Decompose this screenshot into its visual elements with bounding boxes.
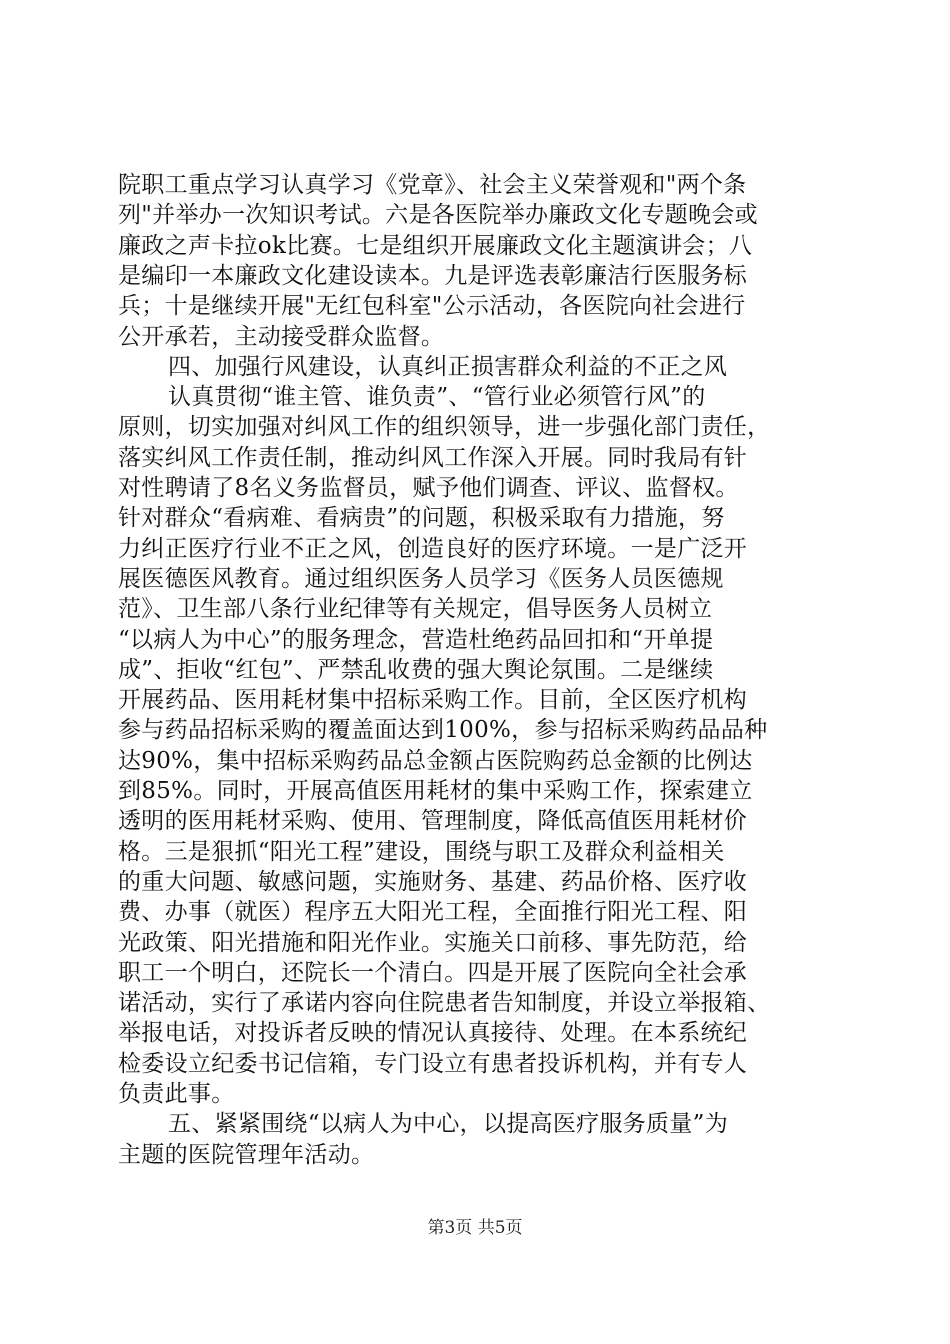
- text-line: 检委设立纪委书记信箱，专门设立有患者投诉机构，并有专人: [118, 1050, 748, 1077]
- text-line: 达90%，集中招标采购药品总金额占医院购药总金额的比例达: [118, 747, 753, 774]
- text-line: 针对群众“看病难、看病贵”的问题，积极采取有力措施，努: [118, 505, 725, 532]
- text-line: 负责此事。: [118, 1081, 235, 1107]
- text-line: 范》、卫生部八条行业纪律等有关规定，倡导医务人员树立: [118, 596, 713, 623]
- text-line: 举报电话，对投诉者反映的情况认真接待、处理。在本系统纪: [118, 1020, 748, 1047]
- text-line: 诺活动，实行了承诺内容向住院患者告知制度，并设立举报箱、: [118, 990, 771, 1017]
- text-line: 透明的医用耗材采购、使用、管理制度，降低高值医用耗材价: [118, 808, 748, 835]
- text-line: 展医德医风教育。通过组织医务人员学习《医务人员医德规: [118, 565, 724, 592]
- text-line: 到85%。同时，开展高值医用耗材的集中采购工作，探索建立: [118, 778, 753, 804]
- text-line: 主题的医院管理年活动。: [118, 1141, 375, 1168]
- text-line: 院职工重点学习认真学习《党章》、社会主义荣誉观和"两个条: [118, 172, 747, 198]
- text-line: 公开承若，主动接受群众监督。: [118, 323, 445, 350]
- section-heading: 四、加强行风建设，认真纠正损害群众利益的不正之风: [168, 353, 728, 380]
- section-heading: 五、紧紧围绕“以病人为中心，以提高医疗服务质量”为: [168, 1111, 729, 1138]
- text-line: 的重大问题、敏感问题，实施财务、基建、药品价格、医疗收: [118, 868, 748, 895]
- text-line: 成”、拒收“红包”、严禁乱收费的强大舆论氛围。二是继续: [118, 656, 714, 683]
- text-line: 认真贯彻“谁主管、谁负责”、“管行业必须管行风”的: [168, 384, 706, 411]
- page-footer: 第3页 共5页: [427, 1218, 523, 1238]
- text-line: 列"并举办一次知识考试。六是各医院举办廉政文化专题晚会或: [118, 202, 758, 229]
- text-line: 兵；十是继续开展"无红包科室"公示活动，各医院向社会进行: [118, 293, 746, 320]
- text-line: 开展药品、医用耗材集中招标采购工作。目前，全区医疗机构: [118, 687, 748, 714]
- text-line: “以病人为中心”的服务理念，营造杜绝药品回扣和“开单提: [118, 626, 714, 653]
- text-line: 费、办事（就医）程序五大阳光工程，全面推行阳光工程、阳: [118, 899, 748, 926]
- text-line: 廉政之声卡拉ok比赛。七是组织开展廉政文化主题演讲会；八: [118, 232, 753, 259]
- text-line: 力纠正医疗行业不正之风，创造良好的医疗环境。一是广泛开: [118, 535, 748, 562]
- text-line: 光政策、阳光措施和阳光作业。实施关口前移、事先防范，给: [118, 929, 748, 956]
- text-line: 落实纠风工作责任制，推动纠风工作深入开展。同时我局有针: [118, 444, 748, 471]
- text-line: 职工一个明白，还院长一个清白。四是开展了医院向全社会承: [118, 959, 748, 986]
- text-line: 是编印一本廉政文化建设读本。九是评选表彰廉洁行医服务标: [118, 262, 748, 289]
- text-line: 对性聘请了8名义务监督员，赋予他们调查、评议、监督权。: [118, 475, 739, 501]
- text-line: 参与药品招标采购的覆盖面达到100%，参与招标采购药品品种: [118, 717, 768, 744]
- text-line: 原则，切实加强对纠风工作的组织领导，进一步强化部门责任，: [118, 414, 771, 441]
- text-line: 格。三是狠抓“阳光工程”建设，围绕与职工及群众利益相关: [118, 838, 725, 865]
